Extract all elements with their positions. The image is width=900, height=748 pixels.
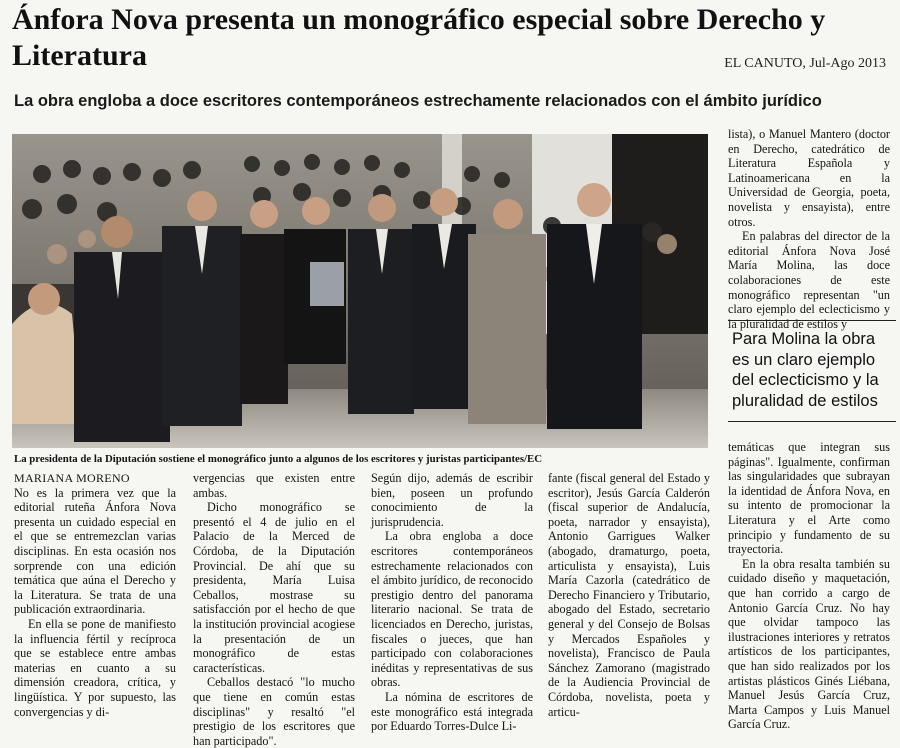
paragraph: Dicho monográfico se presentó el 4 de julio en el Palacio de la Merced de Córdoba, de la Diputación Provincial. De ahí que su presidenta, María Luisa Ceballos, mostrase su satisfacción por el hecho de que la institución provincial acogiese la presentación de un monográfico de estas características. [193,500,355,675]
paragraph: No es la primera vez que la editorial ruteña Ánfora Nova presenta un cuidado especial en el que se entremezclan varias disciplinas. En esta ocasión nos sorprende con una edición temática que aúna el Derecho y la Literatura. Se trata de una publicación extraordinaria. [14,485,176,617]
paragraph: vergencias que existen entre ambas. [193,471,355,500]
photo-caption: La presidenta de la Diputación sostiene el monográfico junto a algunos de los escritores y juristas participantes/EC [14,453,543,465]
pull-quote-text: Para Molina la obra es un claro ejemplo del eclecticismo y la pluralidad de estilos [732,330,879,410]
byline: MARIANA MORENO [14,471,130,485]
event-photo [12,134,708,448]
paragraph: La nómina de escritores de este monográfico está integrada por Eduardo Torres-Dulce Li- [371,689,533,734]
paragraph: En ella se pone de manifiesto la influencia fértil y recíproca que se establece entre ambas materias en cuanto a su dimensión creadora, crítica, y lingüística. Y por supuesto, las convergencias y di- [14,616,176,719]
paragraph: En palabras del director de la editorial Ánfora Nova José María Molina, las doce colaboraciones de este monográfico representan "un claro ejemplo del eclecticismo y la pluralidad de estilos y [728,229,890,331]
paragraph: Según dijo, además de escribir bien, poseen un profundo conocimiento de la jurisprudencia. [371,471,533,529]
paragraph: La obra engloba a doce escritores contemporáneos estrechamente relacionados con el ámbito jurídico, de reconocido prestigio dentro del panorama literario nacional. Se trata de licenciados en Derecho, juristas, fiscales o jueces, que han participado con colaboraciones inéditas y representativas de sus obras. [371,529,533,690]
article-column-5-top [728,127,890,331]
article-column-3 [371,471,533,734]
paragraph: temáticas que integran sus páginas". Igualmente, confirman las singularidades que subrayan la identidad de Ánfora Nova, en su intento de promocionar la Literatura y el Arte como principio y fundamento de su trayectoria. [728,440,890,557]
article-column-1 [14,471,176,719]
pull-quote [728,320,896,422]
paragraph: Ceballos destacó "lo mucho que tiene en común estas disciplinas" y resaltó "el prestigio de los escritores que han participado". [193,675,355,748]
publication-source: EL CANUTO, Jul-Ago 2013 [724,56,886,71]
subtitle: La obra engloba a doce escritores contemporáneos estrechamente relacionados con el ámbito jurídico [14,92,822,110]
article-column-5-bottom [728,440,890,732]
paragraph: lista), o Manuel Mantero (doctor en Derecho, catedrático de Literatura Española y Latinoamericana en la Universidad de Georgia, poeta, novelista y ensayista), entre otros. [728,127,890,229]
paragraph: fante (fiscal general del Estado y escritor), Jesús García Calderón (fiscal superior de Andalucía, poeta, narrador y ensayista), Antonio Garrigues Walker (abogado, dramaturgo, poeta, articulista y ensayista), Luis María Cazorla (catedrático de Derecho Financiero y Tributario, abogado del Estado, secretario general y del Consejo de Bolsas y Mercados Españoles y novelista), Francisco de Paula Sánchez Zamorano (magistrado de la Audiencia Provincial de Córdoba, novelista, poeta y articu- [548,471,710,719]
article-column-2 [193,471,355,748]
headline: Ánfora Nova presenta un monográfico especial sobre Derecho y Literatura [12,3,826,72]
article-column-4 [548,471,710,719]
paragraph: En la obra resalta también su cuidado diseño y maquetación, que han corrido a cargo de Antonio García Cruz. No hay que olvidar tampoco las ilustraciones interiores y retratos artísticos de los participantes, que han sido realizados por los artistas plásticos Ginés Liébana, Manuel Jesús García Cruz, Marta Campos y Luis Manuel García Cruz. [728,556,890,732]
